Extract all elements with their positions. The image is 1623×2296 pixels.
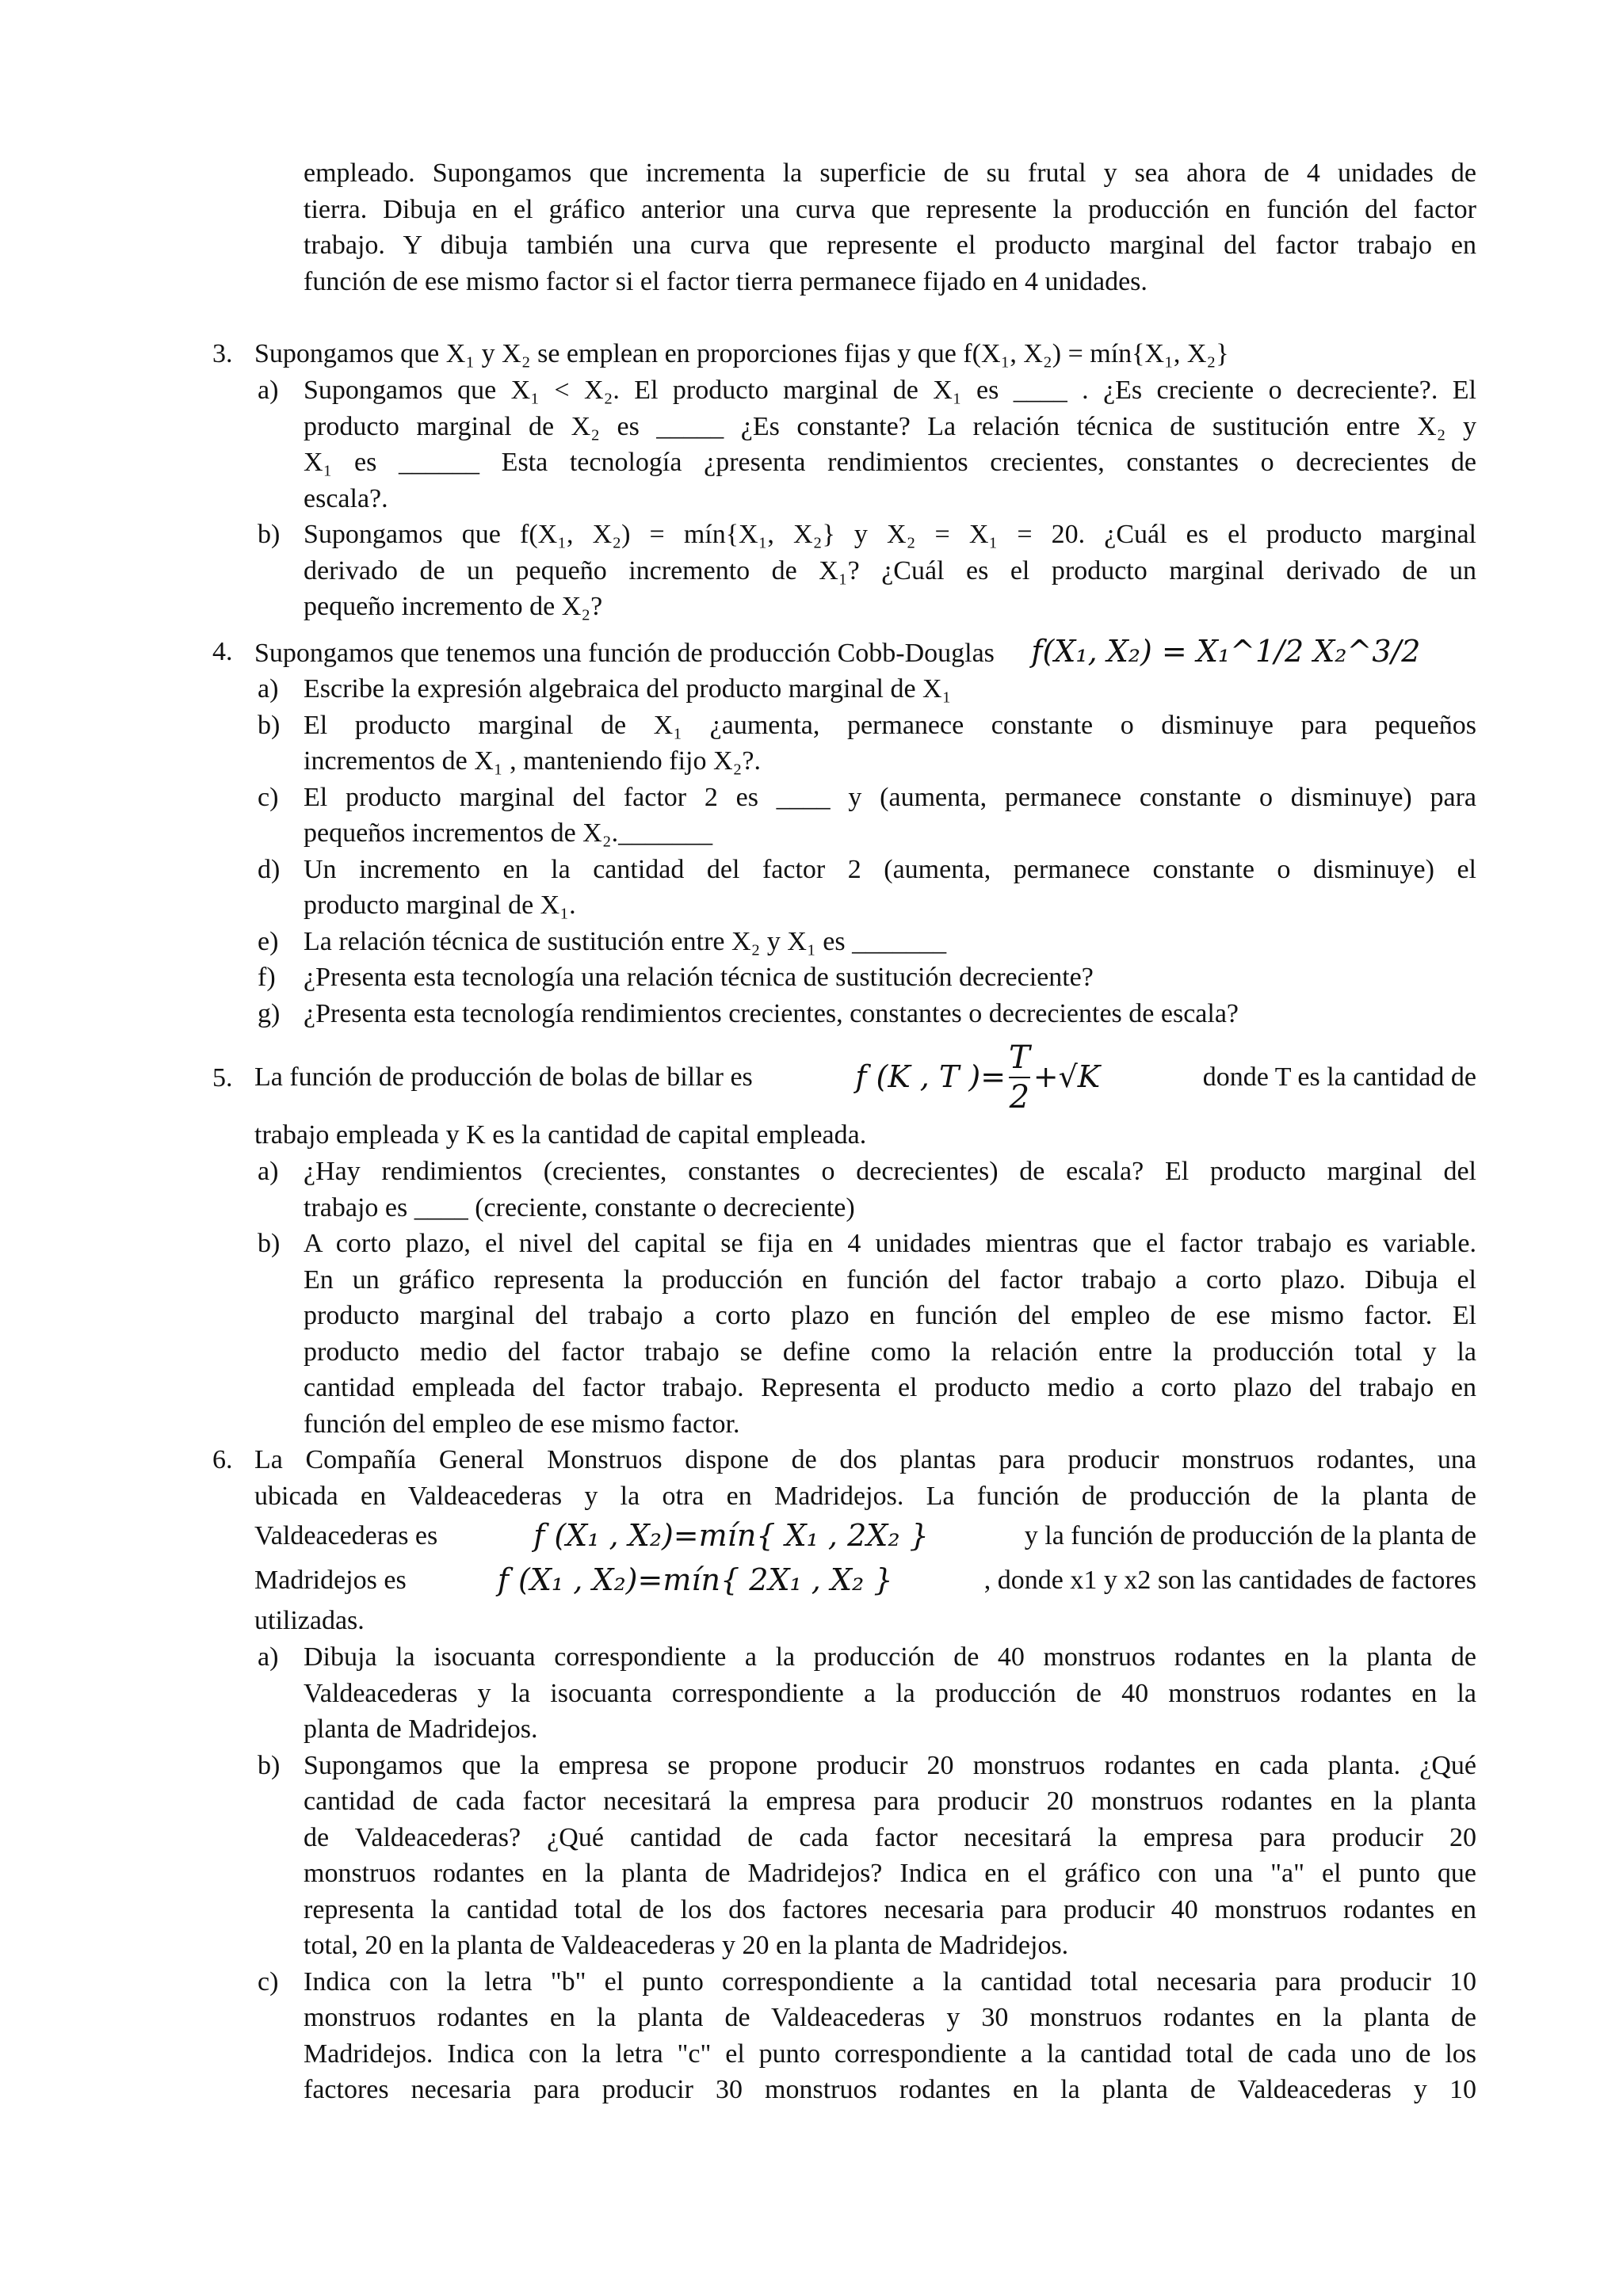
item-line: producto medio del factor trabajo se define como la relación entre la producción total y la: [304, 1337, 1476, 1367]
item-label: f): [258, 963, 276, 992]
item-line: pequeños incrementos de X₂._______: [304, 818, 713, 848]
question-6-intro: [254, 1442, 1476, 1639]
item-line: ¿Presenta esta tecnología una relación técnica de sustitución decreciente?: [304, 963, 1094, 992]
item-label: e): [258, 926, 279, 956]
list-item: [258, 780, 1476, 852]
item-line: Indica con la letra "b" el punto correspondiente a la cantidad total necesaria para producir 10: [304, 1966, 1476, 1997]
item-line: producto marginal de X₂ es _____ ¿Es constante? La relación técnica de sustitución entre X₂ y: [304, 411, 1476, 441]
question-text-start: La función de producción de bolas de billar es: [254, 1062, 753, 1093]
item-line: ¿Hay rendimientos (crecientes, constantes o decrecientes) de escala? El producto marginal del: [304, 1157, 1476, 1186]
question-4-items: [258, 671, 1476, 1032]
question-3a: [304, 372, 1476, 517]
formula-right: +√K: [1033, 1059, 1101, 1095]
item-line: Un incremento en la cantidad del factor 2 (aumenta, permanece constante o disminuye) el: [304, 854, 1476, 884]
question-text-end: y la función de producción de la planta de: [1024, 1521, 1476, 1551]
item-line: monstruos rodantes en la planta de Valdeacederas y 30 monstruos rodantes en la planta de: [304, 2003, 1476, 2032]
fraction-denominator: 2: [1009, 1079, 1030, 1116]
paragraph-line: tierra. Dibuja en el gráfico anterior una curva que represente la producción en función del factor: [304, 194, 1476, 224]
question-3b: [304, 517, 1476, 625]
valdeacederas-formula: f (X₁ , X₂)=mín{ X₁ , 2X₂ }: [533, 1518, 929, 1554]
question-number: 4.: [212, 637, 233, 666]
madridejos-formula: f (X₁ , X₂)=mín{ 2X₁ , X₂ }: [497, 1562, 893, 1598]
formula-fraction: [1009, 1039, 1030, 1116]
paragraph-line: trabajo. Y dibuja también una curva que represente el producto marginal del factor trabajo en: [304, 231, 1476, 260]
item-line: Supongamos que f(X₁, X₂) = mín{X₁, X₂} y X₂ = X₁ = 20. ¿Cuál es el producto marginal: [304, 520, 1476, 549]
item-label: a): [258, 674, 279, 704]
item-line: X₁ es ______ Esta tecnología ¿presenta rendimientos crecientes, constantes o decrecientes de: [304, 448, 1476, 477]
question-5-intro: [254, 1039, 1476, 1119]
fraction-bar: [1009, 1077, 1030, 1078]
question-text: ubicada en Valdeacederas y la otra en Madridejos. La función de producción de la planta de: [254, 1481, 1476, 1511]
item-line: incrementos de X₁ , manteniendo fijo X₂?.: [304, 746, 761, 776]
item-line: El producto marginal de X₁ ¿aumenta, permanece constante o disminuye para pequeños: [304, 710, 1476, 740]
item-line: derivado de un pequeño incremento de X₁? ¿Cuál es el producto marginal derivado de un: [304, 555, 1476, 585]
question-text: [254, 634, 1476, 672]
item-line: Dibuja la isocuanta correspondiente a la producción de 40 monstruos rodantes en la planta de: [304, 1642, 1476, 1672]
item-label: a): [258, 376, 279, 405]
item-line: A corto plazo, el nivel del capital se fija en 4 unidades mientras que el factor trabajo es variable.: [304, 1229, 1476, 1258]
item-line: Madridejos. Indica con la letra "c" el punto correspondiente a la cantidad total de cada uno de los: [304, 2039, 1476, 2069]
formula-line: [254, 1558, 1476, 1603]
question-text: trabajo empleada y K es la cantidad de capital empleada.: [254, 1120, 867, 1150]
question-text-start: Valdeacederas es: [254, 1521, 438, 1551]
item-line: factores necesaria para producir 30 monstruos rodantes en la planta de Valdeacederas y 10: [304, 2075, 1476, 2104]
list-item: [258, 1226, 1476, 1442]
question-text: Supongamos que X₁ y X₂ se emplean en proporciones fijas y que f(X₁, X₂) = mín{X₁, X₂}: [254, 339, 1229, 368]
question-number: 6.: [212, 1445, 233, 1474]
item-line: producto marginal de X₁.: [304, 891, 576, 920]
item-line: pequeño incremento de X₂?: [304, 592, 603, 621]
question-4-intro: [254, 634, 1476, 672]
item-line: Escribe la expresión algebraica del producto marginal de X₁: [304, 674, 952, 704]
item-line: de Valdeacederas? ¿Qué cantidad de cada factor necesitará la empresa para producir 20: [304, 1822, 1476, 1852]
list-item: [258, 1964, 1476, 2108]
item-line: Supongamos que X₁ < X₂. El producto marginal de X₁ es ____ . ¿Es creciente o decreciente?. El: [304, 376, 1476, 405]
cobb-douglas-formula: f(X₁, X₂) = X₁^1/2 X₂^3/2: [1031, 634, 1421, 669]
list-item: [258, 959, 1476, 996]
question-6-items: [258, 1639, 1476, 2108]
item-line: producto marginal del trabajo a corto plazo en función del empleo de ese mismo factor. El: [304, 1301, 1476, 1330]
question-number: 3.: [212, 339, 233, 368]
question-3-intro: [254, 336, 1476, 372]
list-item: [258, 671, 1476, 707]
item-label: c): [258, 1966, 279, 1997]
paragraph-line: función de ese mismo factor si el factor tierra permanece fijado en 4 unidades.: [304, 266, 1148, 296]
item-label: a): [258, 1642, 279, 1672]
list-item: [258, 1154, 1476, 1226]
list-item: [258, 996, 1476, 1032]
question-text-end: , donde x1 y x2 son las cantidades de factores: [983, 1566, 1476, 1596]
question-5-items: [258, 1154, 1476, 1442]
list-item: [258, 1639, 1476, 1748]
item-line: cantidad de cada factor necesitará la empresa para producir 20 monstruos rodantes en la planta: [304, 1787, 1476, 1816]
fraction-numerator: T: [1009, 1039, 1030, 1076]
item-line: monstruos rodantes en la planta de Madridejos? Indica en el gráfico con una "a" el punto que: [304, 1859, 1476, 1888]
question-5-line2: [254, 1117, 1476, 1154]
list-item: [258, 852, 1476, 924]
item-line: función del empleo de ese mismo factor.: [304, 1409, 740, 1439]
continuation-paragraph: [304, 155, 1476, 299]
item-line: total, 20 en la planta de Valdeacederas y 20 en la planta de Madridejos.: [304, 1931, 1069, 1960]
question-text: utilizadas.: [254, 1606, 365, 1635]
list-item: [258, 924, 1476, 960]
list-item: [258, 707, 1476, 780]
question-text-start: Madridejos es: [254, 1566, 407, 1596]
item-label: a): [258, 1157, 279, 1186]
question-text: La Compañía General Monstruos dispone de dos plantas para producir monstruos rodantes, una: [254, 1445, 1476, 1474]
formula-line: [254, 1514, 1476, 1558]
item-line: En un gráfico representa la producción en función del factor trabajo a corto plazo. Dibuja el: [304, 1264, 1476, 1295]
question-text-end: donde T es la cantidad de: [1202, 1062, 1476, 1093]
item-label: b): [258, 1750, 281, 1780]
question-number: 5.: [212, 1063, 233, 1093]
item-label: c): [258, 782, 279, 812]
item-line: trabajo es ____ (creciente, constante o decreciente): [304, 1192, 855, 1222]
item-line: planta de Madridejos.: [304, 1714, 538, 1744]
billiard-formula: [855, 1039, 1101, 1116]
paragraph-line: empleado. Supongamos que incrementa la superficie de su frutal y sea ahora de 4 unidades de: [304, 158, 1476, 188]
item-line: La relación técnica de sustitución entre X₂ y X₁ es _______: [304, 926, 947, 956]
question-text-start: Supongamos que tenemos una función de producción Cobb-Douglas: [254, 639, 995, 668]
item-line: Supongamos que la empresa se propone producir 20 monstruos rodantes en cada planta. ¿Qué: [304, 1750, 1476, 1780]
formula-left: f (K , T )=: [855, 1059, 1006, 1095]
item-label: b): [258, 710, 281, 740]
item-label: g): [258, 998, 281, 1028]
item-label: d): [258, 854, 281, 884]
item-line: ¿Presenta esta tecnología rendimientos crecientes, constantes o decrecientes de escala?: [304, 998, 1239, 1028]
item-line: El producto marginal del factor 2 es ____ y (aumenta, permanece constante o disminuye) para: [304, 782, 1476, 812]
item-label: b): [258, 520, 281, 549]
item-line: Valdeacederas y la isocuanta correspondiente a la producción de 40 monstruos rodantes en la: [304, 1678, 1476, 1708]
item-line: cantidad empleada del factor trabajo. Representa el producto medio a corto plazo del trabajo en: [304, 1373, 1476, 1402]
item-line: representa la cantidad total de los dos factores necesaria para producir 40 monstruos rodantes en: [304, 1894, 1476, 1924]
list-item: [258, 1748, 1476, 1964]
item-line: escala?.: [304, 483, 388, 513]
item-label: b): [258, 1229, 281, 1258]
